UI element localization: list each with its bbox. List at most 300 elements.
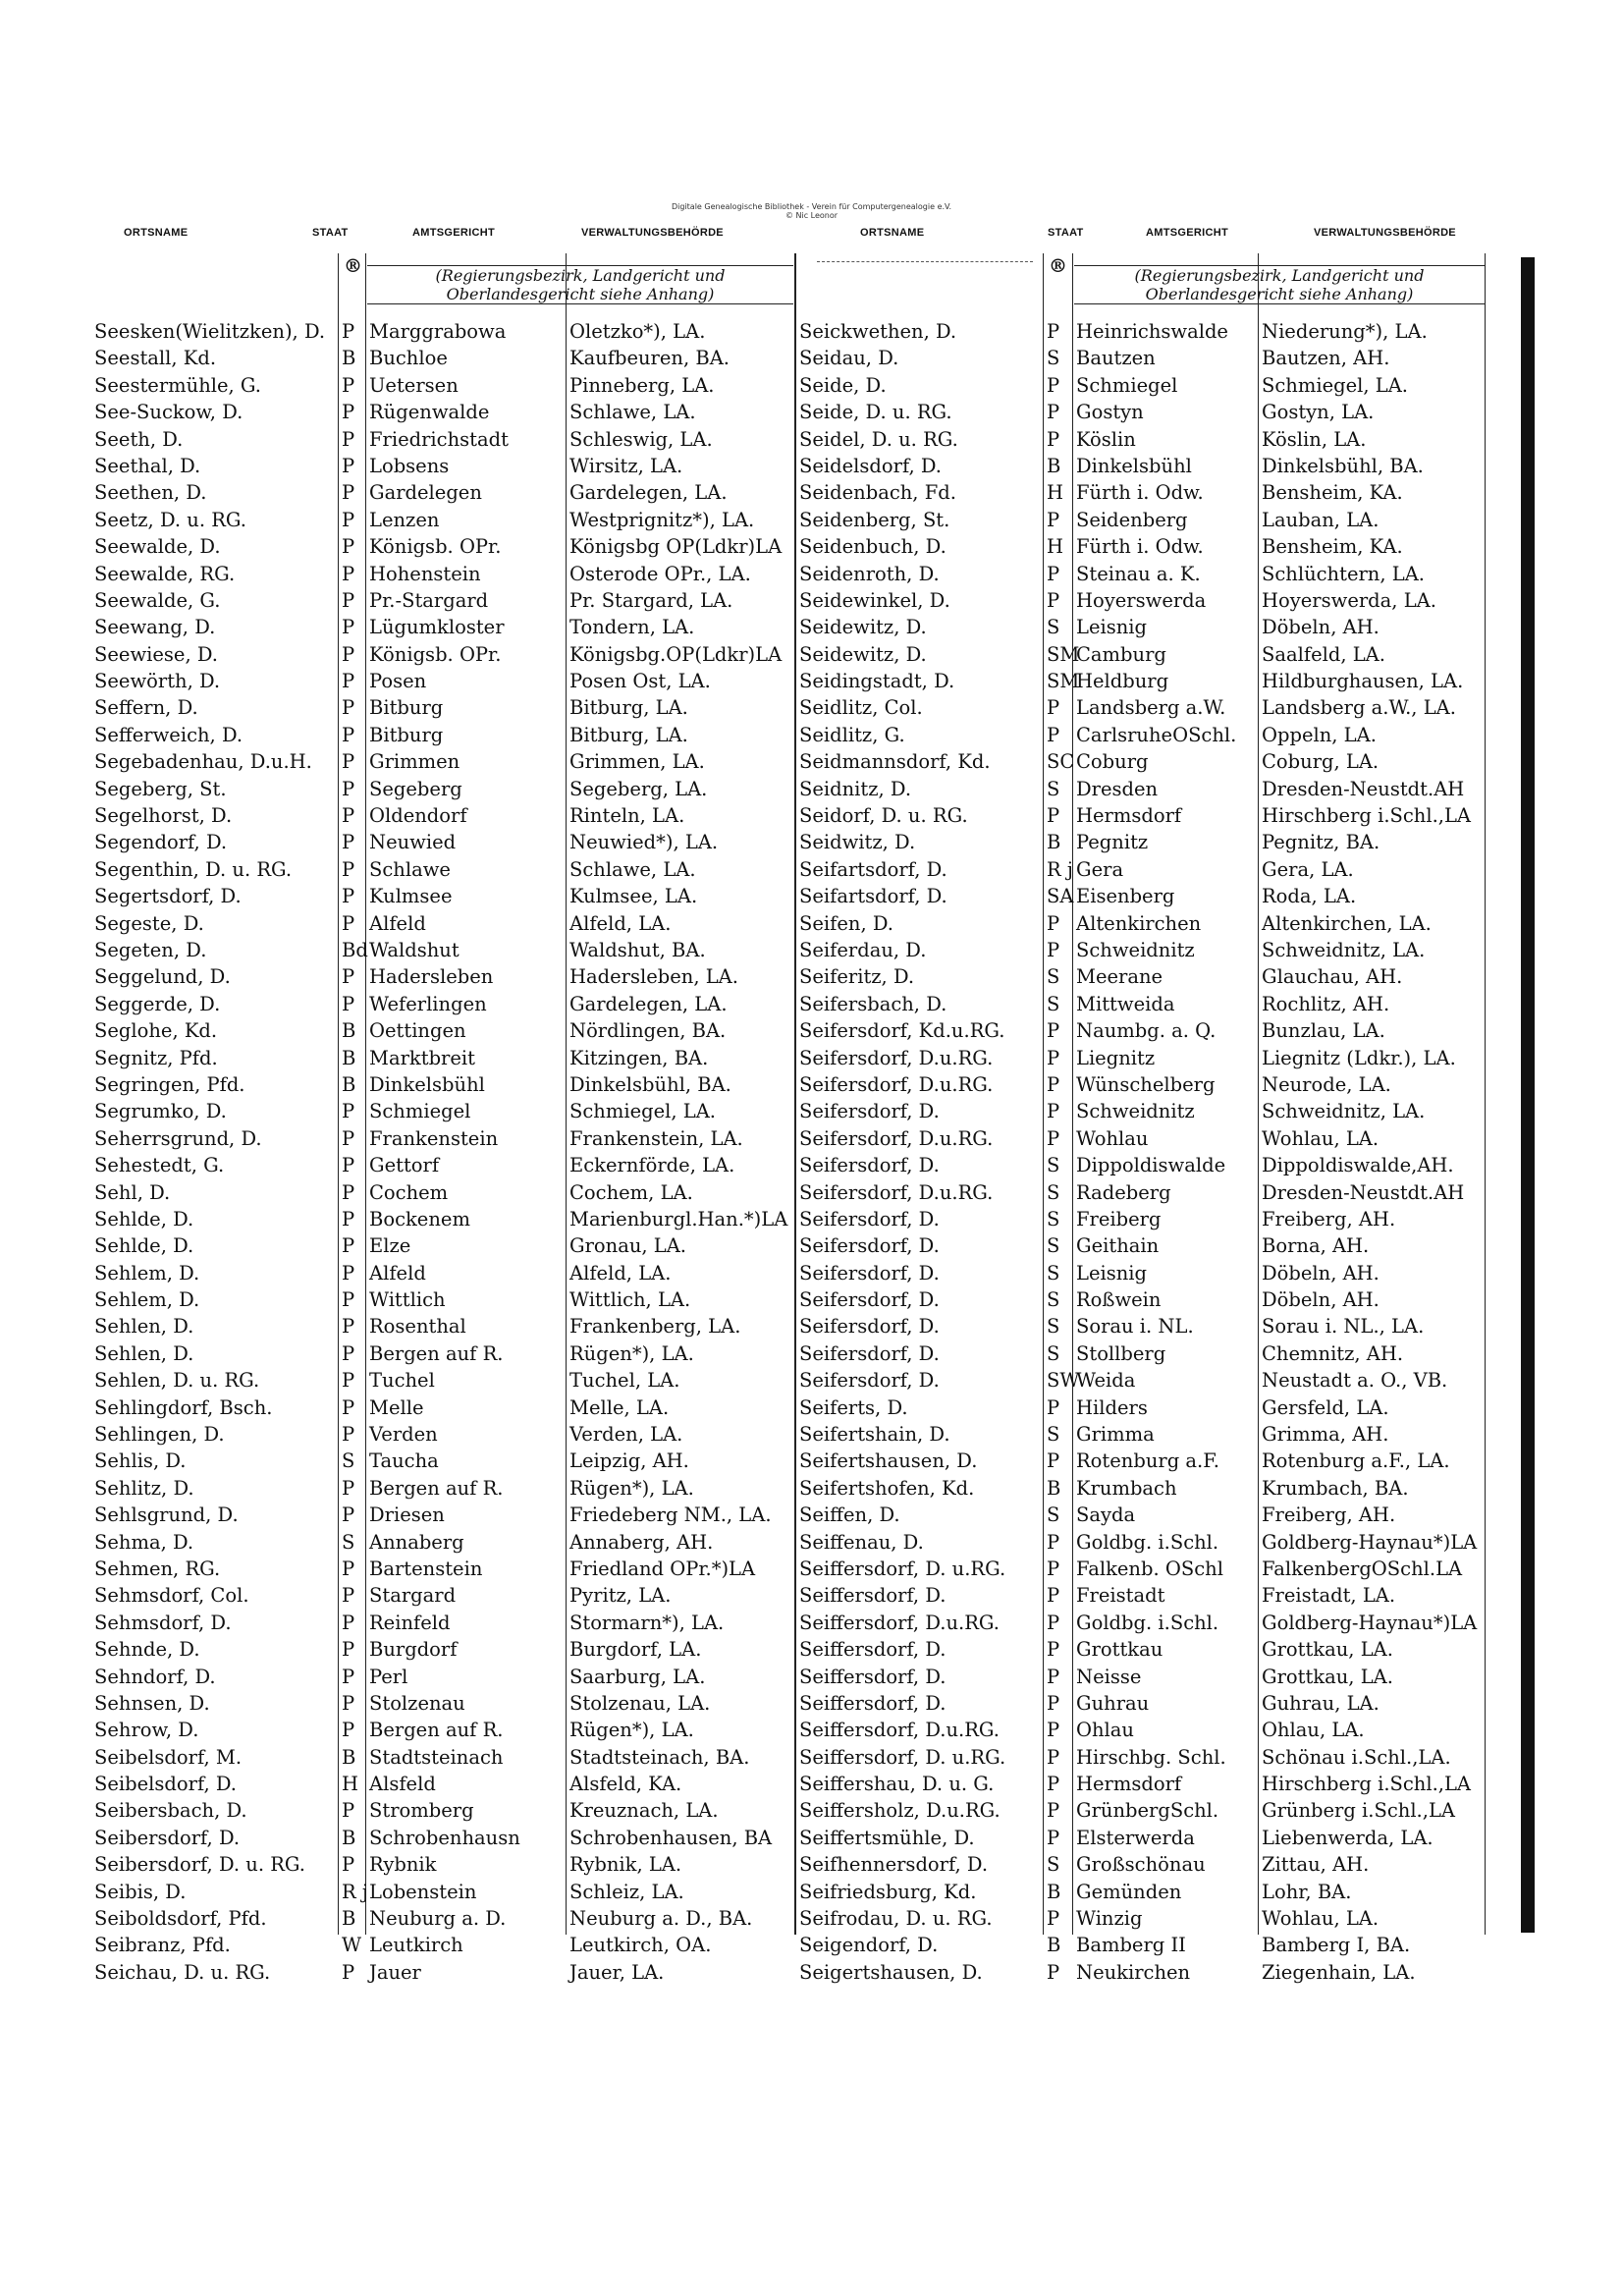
verwaltung-cell: Stolzenau, LA. (569, 1691, 711, 1715)
table-row (797, 533, 1487, 560)
verwaltung-cell: Borna, AH. (1262, 1234, 1370, 1258)
table-row (94, 372, 799, 399)
staat-cell: P (342, 1369, 355, 1393)
amtsgericht-cell: Dresden (1076, 777, 1159, 800)
verwaltung-cell: Westprignitz*), LA. (569, 508, 755, 531)
staat-cell: P (342, 1423, 355, 1447)
table-row (94, 1098, 799, 1124)
ortsname-cell: Sehlitz, D. (94, 1476, 194, 1500)
verwaltung-cell: Alfeld, LA. (569, 1261, 672, 1285)
staat-cell: P (1047, 1960, 1060, 1984)
verwaltung-cell: Königsbg OP(Ldkr)LA (569, 535, 783, 559)
ortsname-cell: Seifersdorf, D.u.RG. (799, 1046, 994, 1069)
staat-cell: P (342, 1638, 355, 1662)
ortsname-cell: Seiffershau, D. u. G. (799, 1773, 995, 1796)
ortsname-cell: Seiboldsdorf, Pfd. (94, 1907, 267, 1931)
dashed-rule (817, 261, 1033, 262)
table-row (797, 1232, 1487, 1259)
table-row (94, 856, 799, 883)
verwaltung-cell: Döbeln, AH. (1262, 616, 1380, 639)
table-row (94, 1851, 799, 1878)
verwaltung-cell: Glauchau, AH. (1262, 965, 1403, 989)
staat-cell: P (1047, 1773, 1060, 1796)
ortsname-cell: Seewang, D. (94, 616, 216, 639)
amtsgericht-cell: Köslin (1076, 427, 1136, 451)
verwaltung-cell: Ohlau, LA. (1262, 1719, 1365, 1742)
amtsgericht-cell: Winzig (1076, 1907, 1143, 1931)
table-row (797, 776, 1487, 802)
staat-cell: S (1047, 1288, 1060, 1312)
table-row (94, 1340, 799, 1367)
amtsgericht-cell: Krumbach (1076, 1476, 1177, 1500)
amtsgericht-cell: Steinau a. K. (1076, 562, 1201, 585)
ortsname-cell: Seiffersdorf, D. (799, 1665, 947, 1688)
scan-edge-bar (1521, 257, 1535, 1933)
staat-cell: P (342, 454, 355, 477)
table-row (797, 1636, 1487, 1663)
amtsgericht-cell: Elze (369, 1234, 411, 1258)
ortsname-cell: Seidewitz, D. (799, 616, 927, 639)
amtsgericht-cell: Stromberg (369, 1799, 474, 1823)
ortsname-cell: Sehlem, D. (94, 1288, 200, 1312)
ortsname-cell: Segenthin, D. u. RG. (94, 857, 293, 881)
ortsname-cell: Segringen, Pfd. (94, 1072, 245, 1096)
staat-cell: P (342, 1395, 355, 1419)
amtsgericht-cell: Neuburg a. D. (369, 1907, 507, 1931)
verwaltung-cell: Schönau i.Schl.,LA. (1262, 1745, 1451, 1769)
staat-cell: S (1047, 1423, 1060, 1447)
ortsname-cell: Seibelsdorf, M. (94, 1745, 243, 1769)
verwaltung-cell: Freiberg, AH. (1262, 1207, 1396, 1230)
staat-cell: P (342, 723, 355, 746)
table-row (94, 829, 799, 855)
amtsgericht-cell: Burgdorf (369, 1638, 458, 1662)
staat-cell: P (1047, 938, 1060, 961)
ortsname-cell: Seifrodau, D. u. RG. (799, 1907, 993, 1931)
staat-cell: P (1047, 1072, 1060, 1096)
amtsgericht-cell: Weida (1076, 1369, 1136, 1393)
ortsname-cell: Seifersdorf, D. (799, 1261, 940, 1285)
ortsname-cell: Seewalde, RG. (94, 562, 236, 585)
amtsgericht-cell: Oldendorf (369, 804, 467, 828)
ortsname-cell: Seidnitz, D. (799, 777, 912, 800)
verwaltung-cell: Tuchel, LA. (569, 1369, 680, 1393)
ortsname-cell: Seigendorf, D. (799, 1934, 939, 1957)
col-header-amtsgericht-left: AMTSGERICHT (412, 227, 495, 239)
staat-cell: P (1047, 508, 1060, 531)
staat-cell: P (1047, 320, 1060, 343)
verwaltung-cell: Grottkau, LA. (1262, 1665, 1393, 1688)
ortsname-cell: Seiffersdorf, D.u.RG. (799, 1719, 1000, 1742)
staat-cell: P (1047, 1046, 1060, 1069)
table-row (94, 1879, 799, 1905)
verwaltung-cell: Annaberg, AH. (569, 1530, 714, 1554)
verwaltung-cell: Sorau i. NL., LA. (1262, 1315, 1425, 1339)
staat-cell: H (1047, 535, 1064, 559)
verwaltung-cell: Altenkirchen, LA. (1262, 911, 1432, 935)
verwaltung-cell: Goldberg-Haynau*)LA (1262, 1611, 1478, 1634)
ortsname-cell: Seiffen, D. (799, 1503, 900, 1527)
note-line: (Regierungsbezirk, Landgericht und (435, 266, 726, 285)
ortsname-cell: Seidewinkel, D. (799, 588, 950, 612)
table-row (94, 426, 799, 453)
verwaltung-cell: Bautzen, AH. (1262, 347, 1390, 370)
staat-cell: P (342, 1315, 355, 1339)
amtsgericht-cell: Stolzenau (369, 1691, 465, 1715)
verwaltung-cell: Alsfeld, KA. (569, 1773, 682, 1796)
staat-cell: P (1047, 1826, 1060, 1849)
verwaltung-cell: Dresden-Neustdt.AH (1262, 1180, 1465, 1204)
ortsname-cell: Seeth, D. (94, 427, 184, 451)
staat-cell: P (1047, 1799, 1060, 1823)
verwaltung-cell: Melle, LA. (569, 1395, 670, 1419)
amtsgericht-cell: Freiberg (1076, 1207, 1162, 1230)
ortsname-cell: Seiffertsmühle, D. (799, 1826, 975, 1849)
ortsname-cell: Seifartsdorf, D. (799, 885, 947, 908)
ortsname-cell: Sehmsdorf, D. (94, 1611, 232, 1634)
staat-cell: P (342, 481, 355, 505)
amtsgericht-cell: Naumbg. a. Q. (1076, 1019, 1217, 1043)
verwaltung-cell: Bamberg I, BA. (1262, 1934, 1411, 1957)
table-row (797, 479, 1487, 506)
table-row (797, 1448, 1487, 1474)
verwaltung-cell: Lohr, BA. (1262, 1880, 1352, 1903)
table-row (797, 722, 1487, 748)
verwaltung-cell: Segeberg, LA. (569, 777, 708, 800)
amtsgericht-cell: Rosenthal (369, 1315, 466, 1339)
verwaltung-cell: Hirschberg i.Schl.,LA (1262, 804, 1472, 828)
table-row (797, 694, 1487, 721)
staat-cell: P (342, 857, 355, 881)
amtsgericht-cell: Grimmen (369, 750, 460, 774)
verwaltung-cell: Stadtsteinach, BA. (569, 1745, 750, 1769)
ortsname-cell: Seifartsdorf, D. (799, 857, 947, 881)
table-row (94, 614, 799, 640)
staat-cell: P (342, 831, 355, 854)
staat-cell: S (1047, 1180, 1060, 1204)
staat-cell: P (1047, 911, 1060, 935)
staat-cell: P (1047, 1691, 1060, 1715)
ortsname-cell: Segebadenhau, D.u.H. (94, 750, 312, 774)
amtsgericht-cell: Fürth i. Odw. (1076, 535, 1204, 559)
ortsname-cell: Seifersdorf, D.u.RG. (799, 1072, 994, 1096)
credit-text: Digitale Genealogische Bibliothek - Verein für Computergenealogie e.V. (671, 202, 952, 211)
table-row (797, 1045, 1487, 1071)
amtsgericht-cell: Bergen auf R. (369, 1341, 504, 1365)
amtsgericht-cell: Driesen (369, 1503, 445, 1527)
table-row (94, 748, 799, 775)
amtsgericht-cell: Neukirchen (1076, 1960, 1191, 1984)
verwaltung-cell: Hildburghausen, LA. (1262, 670, 1464, 693)
verwaltung-cell: Bensheim, KA. (1262, 535, 1403, 559)
staat-cell: P (342, 427, 355, 451)
ortsname-cell: Sefferweich, D. (94, 723, 243, 746)
amtsgericht-cell: Gera (1076, 857, 1124, 881)
amtsgericht-cell: Bautzen (1076, 347, 1156, 370)
table-row (94, 1421, 799, 1448)
verwaltung-cell: Friedland OPr.*)LA (569, 1557, 756, 1580)
staat-cell: P (342, 750, 355, 774)
amtsgericht-cell: Leutkirch (369, 1934, 463, 1957)
verwaltung-cell: Grimmen, LA. (569, 750, 705, 774)
ortsname-cell: Seethen, D. (94, 481, 207, 505)
ortsname-cell: Sehl, D. (94, 1180, 171, 1204)
staat-cell: SM (1047, 642, 1080, 666)
amtsgericht-cell: Wittlich (369, 1288, 446, 1312)
staat-cell: P (1047, 1395, 1060, 1419)
divider (795, 253, 796, 1935)
col-header-ortsname-right: ORTSNAME (860, 227, 925, 239)
ortsname-cell: Sehlen, D. (94, 1315, 194, 1339)
verwaltung-cell: Kaufbeuren, BA. (569, 347, 730, 370)
staat-cell: S (1047, 992, 1060, 1015)
ortsname-cell: Seiffersdorf, D. (799, 1691, 947, 1715)
amtsgericht-cell: Dinkelsbühl (1076, 454, 1192, 477)
staat-cell: W (342, 1934, 362, 1957)
ortsname-cell: Seichau, D. u. RG. (94, 1960, 271, 1984)
amtsgericht-cell: Cochem (369, 1180, 449, 1204)
amtsgericht-cell: Posen (369, 670, 427, 693)
verwaltung-cell: Friedeberg NM., LA. (569, 1503, 772, 1527)
amtsgericht-cell: Sorau i. NL. (1076, 1315, 1194, 1339)
staat-cell: S (1047, 1315, 1060, 1339)
ortsname-cell: Seickwethen, D. (799, 320, 957, 343)
verwaltung-cell: Schweidnitz, LA. (1262, 938, 1426, 961)
col-header-amtsgericht-right: AMTSGERICHT (1146, 227, 1228, 239)
ortsname-cell: Seethal, D. (94, 454, 201, 477)
staat-cell: S (1047, 1261, 1060, 1285)
regierung-note (367, 265, 793, 304)
amtsgericht-cell: Altenkirchen (1076, 911, 1202, 935)
staat-cell: S (1047, 1341, 1060, 1365)
verwaltung-cell: Eckernförde, LA. (569, 1154, 735, 1177)
verwaltung-cell: Krumbach, BA. (1262, 1476, 1409, 1500)
col-header-staat-left: STAAT (312, 227, 349, 239)
table-row (797, 507, 1487, 533)
ortsname-cell: Seestall, Kd. (94, 347, 217, 370)
verwaltung-cell: Leipzig, AH. (569, 1449, 689, 1473)
amtsgericht-cell: Segeberg (369, 777, 462, 800)
amtsgericht-cell: Gemünden (1076, 1880, 1182, 1903)
amtsgericht-cell: Uetersen (369, 373, 459, 397)
staat-cell: P (1047, 1665, 1060, 1688)
amtsgericht-cell: Pr.-Stargard (369, 588, 489, 612)
staat-cell: P (1047, 1719, 1060, 1742)
ortsname-cell: Seifriedsburg, Kd. (799, 1880, 977, 1903)
table-row (94, 1260, 799, 1286)
staat-cell: S (1047, 347, 1060, 370)
verwaltung-cell: Gardelegen, LA. (569, 481, 728, 505)
staat-cell: R j (1047, 857, 1073, 881)
amtsgericht-cell: Meerane (1076, 965, 1163, 989)
amtsgericht-cell: Schlawe (369, 857, 451, 881)
verwaltung-cell: Gostyn, LA. (1262, 401, 1375, 424)
staat-cell: SM (1047, 670, 1080, 693)
table-row (94, 1771, 799, 1797)
table-row (94, 1582, 799, 1609)
verwaltung-cell: Rinteln, LA. (569, 804, 685, 828)
ortsname-cell: Segeten, D. (94, 938, 207, 961)
amtsgericht-cell: Hermsdorf (1076, 804, 1182, 828)
amtsgericht-cell: Lobsens (369, 454, 450, 477)
amtsgericht-cell: Stollberg (1076, 1341, 1166, 1365)
ortsname-cell: Seigertshausen, D. (799, 1960, 983, 1984)
staat-cell: S (1047, 1154, 1060, 1177)
table-row (94, 802, 799, 829)
staat-cell: P (342, 1960, 355, 1984)
staat-cell: H (1047, 481, 1064, 505)
amtsgericht-cell: Schrobenhausn (369, 1826, 520, 1849)
ortsname-cell: Seifersdorf, D. (799, 1341, 940, 1365)
amtsgericht-cell: Verden (369, 1423, 438, 1447)
amtsgericht-cell: Landsberg a.W. (1076, 696, 1226, 720)
ortsname-cell: Seidau, D. (799, 347, 899, 370)
table-row (797, 1825, 1487, 1851)
ortsname-cell: Seidenroth, D. (799, 562, 940, 585)
amtsgericht-cell: Bitburg (369, 723, 444, 746)
table-row (94, 1717, 799, 1743)
staat-cell: P (342, 535, 355, 559)
table-row (94, 1475, 799, 1502)
amtsgericht-cell: Heldburg (1076, 670, 1169, 693)
staat-cell: SW (1047, 1369, 1080, 1393)
amtsgericht-cell: Annaberg (369, 1530, 464, 1554)
table-row (94, 1825, 799, 1851)
table-row (94, 963, 799, 990)
table-row (94, 1179, 799, 1206)
amtsgericht-cell: Leisnig (1076, 1261, 1148, 1285)
staat-cell: S (1047, 965, 1060, 989)
table-row (94, 533, 799, 560)
amtsgericht-cell: Hohenstein (369, 562, 481, 585)
col-header-verwaltung-left: VERWALTUNGSBEHÖRDE (581, 227, 724, 239)
verwaltung-cell: Bensheim, KA. (1262, 481, 1403, 505)
table-row (797, 802, 1487, 829)
staat-cell: P (1047, 1530, 1060, 1554)
amtsgericht-cell: Liegnitz (1076, 1046, 1156, 1069)
staat-cell: P (342, 696, 355, 720)
table-row (797, 372, 1487, 399)
left-entry-list (94, 318, 799, 1986)
ortsname-cell: Seifersdorf, D. (799, 1315, 940, 1339)
staat-cell: B (342, 1907, 356, 1931)
ortsname-cell: Seifersdorf, D. (799, 1154, 940, 1177)
table-row (797, 1179, 1487, 1206)
verwaltung-cell: Schmiegel, LA. (1262, 373, 1408, 397)
ortsname-cell: Sehlde, D. (94, 1234, 194, 1258)
verwaltung-cell: Bunzlau, LA. (1262, 1019, 1385, 1043)
ortsname-cell: Seiffersdorf, D.u.RG. (799, 1611, 1000, 1634)
verwaltung-cell: Schleiz, LA. (569, 1880, 684, 1903)
table-row (797, 1260, 1487, 1286)
verwaltung-cell: Kulmsee, LA. (569, 885, 698, 908)
staat-cell: P (342, 1180, 355, 1204)
verwaltung-cell: Frankenstein, LA. (569, 1126, 743, 1150)
amtsgericht-cell: Guhrau (1076, 1691, 1150, 1715)
amtsgericht-cell: Heinrichswalde (1076, 320, 1228, 343)
ortsname-cell: Segertsdorf, D. (94, 885, 242, 908)
staat-cell: P (342, 670, 355, 693)
table-row (797, 1905, 1487, 1932)
staat-cell: P (1047, 401, 1060, 424)
ortsname-cell: Seide, D. (799, 373, 887, 397)
ortsname-cell: Segeste, D. (94, 911, 204, 935)
verwaltung-cell: Wohlau, LA. (1262, 1126, 1380, 1150)
ortsname-cell: Sehlis, D. (94, 1449, 187, 1473)
amtsgericht-cell: Rybnik (369, 1853, 437, 1877)
verwaltung-cell: Oletzko*), LA. (569, 320, 706, 343)
ortsname-cell: Seffern, D. (94, 696, 198, 720)
staat-symbol: ® (1049, 255, 1067, 277)
table-row (797, 318, 1487, 345)
staat-cell: P (342, 373, 355, 397)
staat-cell: P (342, 1154, 355, 1177)
verwaltung-cell: Schlawe, LA. (569, 401, 696, 424)
table-row (797, 1475, 1487, 1502)
amtsgericht-cell: Bamberg II (1076, 1934, 1186, 1957)
table-row (94, 318, 799, 345)
table-row (797, 1502, 1487, 1528)
ortsname-cell: Seifersdorf, Kd.u.RG. (799, 1019, 1005, 1043)
ortsname-cell: Seibersdorf, D. u. RG. (94, 1853, 306, 1877)
verwaltung-cell: Schweidnitz, LA. (1262, 1100, 1426, 1123)
staat-cell: S (1047, 1234, 1060, 1258)
amtsgericht-cell: Alsfeld (369, 1773, 436, 1796)
staat-cell: P (1047, 1907, 1060, 1931)
table-row (797, 1394, 1487, 1421)
verwaltung-cell: Rotenburg a.F., LA. (1262, 1449, 1450, 1473)
table-row (94, 1152, 799, 1178)
credit-author: © Nic Leonor (784, 211, 839, 220)
amtsgericht-cell: Waldshut (369, 938, 460, 961)
verwaltung-cell: Schmiegel, LA. (569, 1100, 716, 1123)
amtsgericht-cell: Kulmsee (369, 885, 453, 908)
ortsname-cell: Seidenbuch, D. (799, 535, 947, 559)
amtsgericht-cell: Pegnitz (1076, 831, 1149, 854)
table-row (797, 856, 1487, 883)
ortsname-cell: Seide, D. u. RG. (799, 401, 952, 424)
table-row (797, 399, 1487, 425)
staat-cell: Bd (342, 938, 368, 961)
ortsname-cell: Sehlingen, D. (94, 1423, 225, 1447)
table-row (94, 479, 799, 506)
ortsname-cell: Seifersdorf, D. (799, 1369, 940, 1393)
table-row (94, 507, 799, 533)
ortsname-cell: Seidelsdorf, D. (799, 454, 943, 477)
ortsname-cell: Seifersdorf, D.u.RG. (799, 1180, 994, 1204)
verwaltung-cell: Köslin, LA. (1262, 427, 1367, 451)
table-row (797, 1421, 1487, 1448)
amtsgericht-cell: Marktbreit (369, 1046, 475, 1069)
table-row (797, 1851, 1487, 1878)
verwaltung-cell: Liegnitz (Ldkr.), LA. (1262, 1046, 1456, 1069)
ortsname-cell: Sehnde, D. (94, 1638, 200, 1662)
verwaltung-cell: Alfeld, LA. (569, 911, 672, 935)
amtsgericht-cell: Marggrabowa (369, 320, 507, 343)
staat-cell: B (342, 1745, 356, 1769)
table-row (94, 910, 799, 937)
staat-cell: P (342, 1557, 355, 1580)
verwaltung-cell: Goldberg-Haynau*)LA (1262, 1530, 1478, 1554)
amtsgericht-cell: Schweidnitz (1076, 938, 1195, 961)
amtsgericht-cell: Lügumkloster (369, 616, 505, 639)
table-row (94, 883, 799, 909)
staat-cell: P (342, 1341, 355, 1365)
table-row (94, 1556, 799, 1582)
ortsname-cell: Sehlingdorf, Bsch. (94, 1395, 273, 1419)
amtsgericht-cell: Jauer (369, 1960, 421, 1984)
verwaltung-cell: Jauer, LA. (569, 1960, 665, 1984)
